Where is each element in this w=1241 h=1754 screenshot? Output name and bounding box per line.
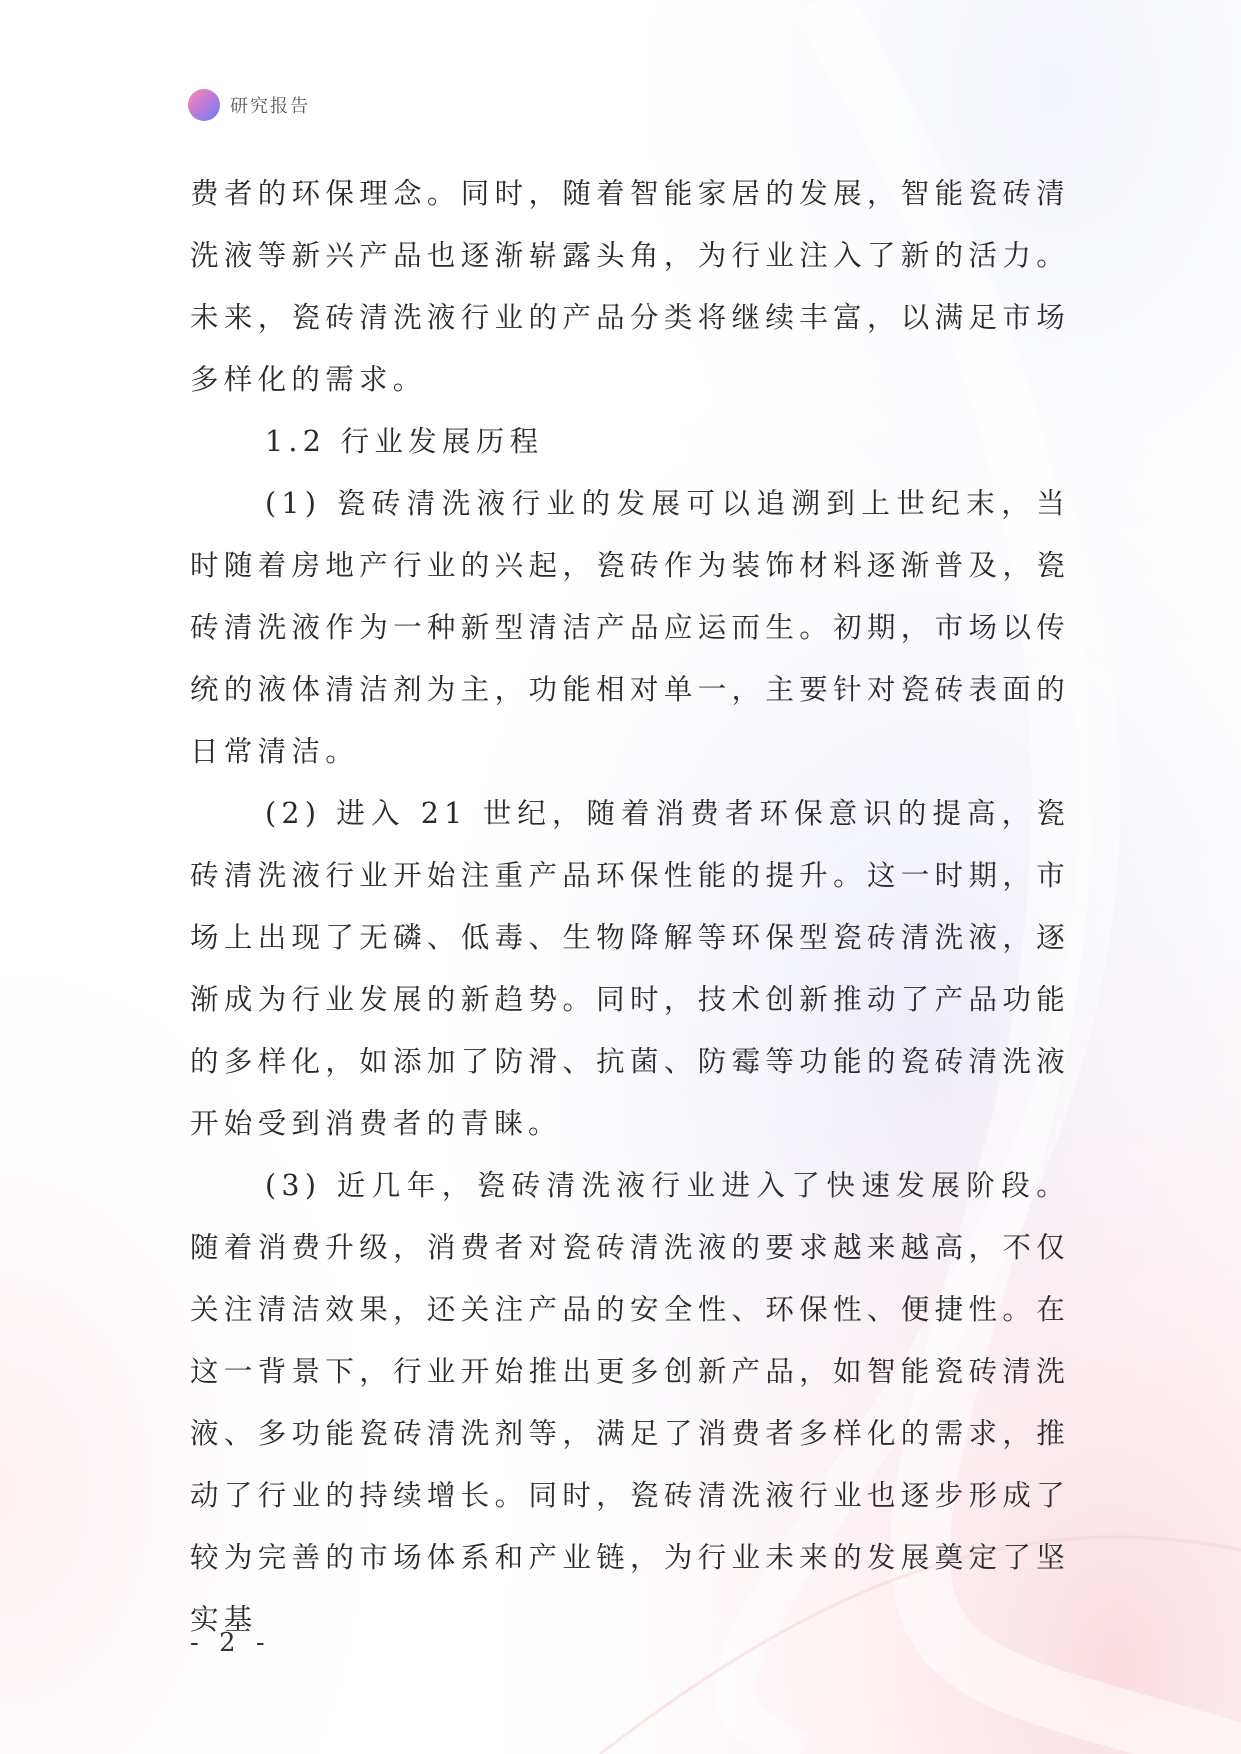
paragraph-continuation: 费者的环保理念。同时，随着智能家居的发展，智能瓷砖清洗液等新兴产品也逐渐崭露头角，为行业注入了新的活力。未来，瓷砖清洗液行业的产品分类将继续丰富，以满足市场多样化的需求。 <box>190 177 1070 396</box>
paragraph-history-2: (2) 进入 21 世纪，随着消费者环保意识的提高，瓷砖清洗液行业开始注重产品环保性能的提升。这一时期，市场上出现了无磷、低毒、生物降解等环保型瓷砖清洗液，逐渐成为行业发展的新趋势。同时，技术创新推动了产品功能的多样化，如添加了防滑、抗菌、防霉等功能的瓷砖清洗液开始受到消费者的青睐。 <box>190 797 1070 1140</box>
paragraph-history-1: (1) 瓷砖清洗液行业的发展可以追溯到上世纪末，当时随着房地产行业的兴起，瓷砖作为装饰材料逐渐普及，瓷砖清洗液作为一种新型清洁产品应运而生。初期，市场以传统的液体清洁剂为主，功能相对单一，主要针对瓷砖表面的日常清洁。 <box>190 487 1070 768</box>
document-body <box>190 163 1070 1651</box>
header-label: 研究报告 <box>230 96 310 117</box>
page-number: - 2 - <box>190 1628 271 1658</box>
section-heading: 1.2 行业发展历程 <box>265 425 544 458</box>
report-header <box>188 88 310 122</box>
report-logo-icon <box>188 89 220 121</box>
paragraph-history-3: (3) 近几年，瓷砖清洗液行业进入了快速发展阶段。随着消费升级，消费者对瓷砖清洗液的要求越来越高，不仅关注清洁效果，还关注产品的安全性、环保性、便捷性。在这一背景下，行业开始推出更多创新产品，如智能瓷砖清洗液、多功能瓷砖清洗剂等，满足了消费者多样化的需求，推动了行业的持续增长。同时，瓷砖清洗液行业也逐步形成了较为完善的市场体系和产业链，为行业未来的发展奠定了坚实基 <box>190 1169 1070 1636</box>
